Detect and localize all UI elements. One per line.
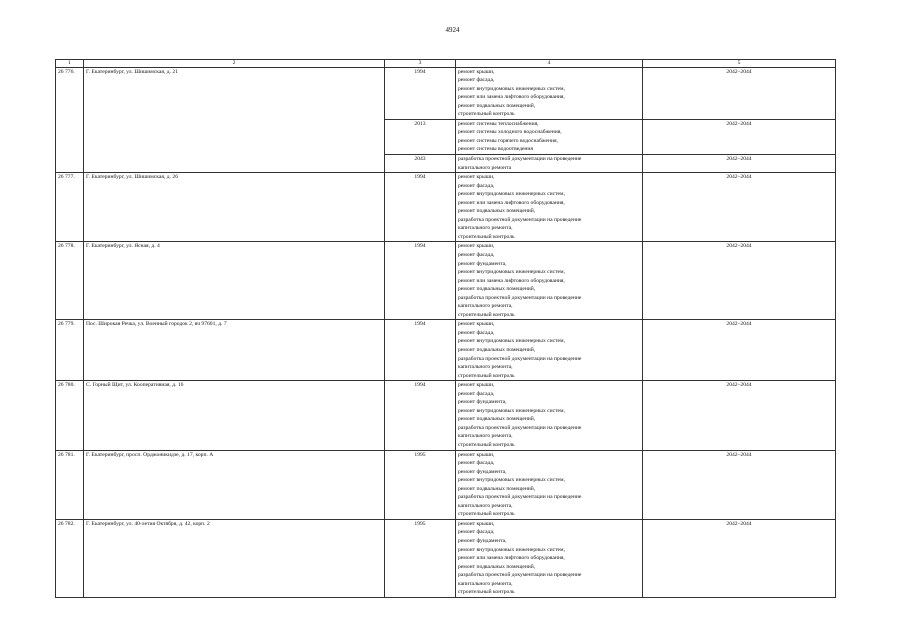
work-item: ремонт фасада,: [458, 390, 495, 397]
address-cell: Г. Екатеринбург, ул. Шишимская, д. 21: [84, 67, 385, 173]
work-item: капитального ремонта,: [458, 433, 513, 440]
page-number: 4924: [445, 26, 460, 34]
work-item: ремонт подвальных помещений,: [458, 102, 536, 109]
year-cell: 2043: [385, 154, 456, 172]
year-cell: 1994: [385, 320, 456, 381]
work-item: ремонт или замена лифтового оборудования,: [458, 94, 565, 101]
work-item: ремонт внутридомовых инженерных систем,: [458, 85, 565, 92]
work-item: ремонт крыши,: [458, 451, 495, 458]
work-item: капитального ремонта,: [458, 364, 513, 371]
work-item: ремонт системы водоотведения: [458, 146, 533, 153]
work-item: ремонт фасада,: [458, 329, 495, 336]
work-item: ремонт фасада,: [458, 77, 495, 84]
address-cell: Г. Екатеринбург, просп. Орджоникидзе, д. 17, корп. А: [84, 450, 385, 519]
work-item: разработка проектной документации на проведение: [458, 494, 582, 501]
period-cell: 2042–2044: [643, 119, 836, 154]
work-item: ремонт системы холодного водоснабжения,: [458, 129, 562, 136]
work-item: ремонт подвальных помещений,: [458, 208, 536, 215]
year-cell: 1994: [385, 173, 456, 242]
work-item: капитального ремонта,: [458, 303, 513, 310]
column-header-3: 3: [385, 60, 456, 68]
work-item: ремонт крыши,: [458, 382, 495, 389]
row-number-cell: 26 779.: [56, 320, 84, 381]
table-row: [56, 173, 836, 242]
year-cell: 1994: [385, 242, 456, 320]
works-cell: [456, 119, 643, 154]
work-item: капитального ремонта,: [458, 580, 513, 587]
address-cell: С. Горный Щит, ул. Кооперативная, д. 16: [84, 381, 385, 450]
works-cell: [456, 67, 643, 119]
table-row: [56, 242, 836, 320]
address-cell: Г. Екатеринбург, ул. Шишимская, д. 26: [84, 173, 385, 242]
work-item: строительный контроль: [458, 233, 515, 240]
address-cell: Пос. Широкая Речка, ул. Военный городок 2, вч 97601, д. 7: [84, 320, 385, 381]
work-item: ремонт или замена лифтового оборудования,: [458, 277, 565, 284]
row-number-cell: 26 777.: [56, 173, 84, 242]
work-item: ремонт внутридомовых инженерных систем,: [458, 477, 565, 484]
period-cell: 2042–2044: [643, 154, 836, 172]
work-item: ремонт фундамента,: [458, 399, 507, 406]
work-item: разработка проектной документации на проведение: [458, 355, 582, 362]
period-cell: 2042–2044: [643, 450, 836, 519]
table-row: [56, 320, 836, 381]
work-item: ремонт крыши,: [458, 520, 495, 527]
work-item: разработка проектной документации на проведение: [458, 294, 582, 301]
row-number-cell: 26 780.: [56, 381, 84, 450]
work-item: капитального ремонта: [458, 164, 512, 171]
work-item: ремонт подвальных помещений,: [458, 347, 536, 353]
row-number-cell: 26 781.: [56, 450, 84, 519]
work-item: строительный контроль: [458, 511, 515, 518]
row-number-cell: 26 776.: [56, 67, 84, 173]
header-row: [56, 60, 836, 68]
work-item: ремонт подвальных помещений,: [458, 485, 536, 492]
work-item: ремонт фасада,: [458, 529, 495, 536]
work-item: разработка проектной документации на проведение: [458, 572, 582, 579]
works-cell: [456, 450, 643, 519]
column-header-5: 5: [643, 60, 836, 68]
column-header-2: 2: [84, 60, 385, 68]
work-item: ремонт фундамента,: [458, 260, 507, 267]
year-cell: 1995: [385, 519, 456, 597]
work-item: ремонт внутридомовых инженерных систем,: [458, 546, 565, 553]
period-cell: 2042–2044: [643, 320, 836, 381]
work-item: ремонт системы теплоснабжения,: [458, 120, 539, 127]
work-item: ремонт внутридомовых инженерных систем,: [458, 191, 565, 198]
works-cell: [456, 154, 643, 172]
work-item: ремонт подвальных помещений,: [458, 416, 536, 423]
row-number-cell: 26 778.: [56, 242, 84, 320]
work-item: ремонт внутридомовых инженерных систем,: [458, 407, 565, 414]
work-item: ремонт крыши,: [458, 243, 495, 250]
work-item: ремонт крыши,: [458, 174, 495, 181]
works-cell: [456, 519, 643, 597]
year-cell: 1995: [385, 450, 456, 519]
year-cell: 1994: [385, 381, 456, 450]
work-item: ремонт фасада,: [458, 251, 495, 258]
work-item: строительный контроль: [458, 442, 515, 449]
period-cell: 2042–2044: [643, 67, 836, 119]
table-row: [56, 67, 836, 119]
work-item: ремонт или замена лифтового оборудования,: [458, 199, 565, 206]
work-item: капитального ремонта,: [458, 225, 513, 232]
work-item: ремонт внутридомовых инженерных систем,: [458, 338, 565, 345]
work-item: разработка проектной документации на проведение: [458, 216, 582, 223]
works-cell: [456, 242, 643, 320]
work-item: ремонт фундамента,: [458, 538, 507, 545]
column-header-4: 4: [456, 60, 643, 68]
work-item: ремонт подвальных помещений,: [458, 286, 536, 293]
period-cell: 2042–2044: [643, 242, 836, 320]
address-cell: Г. Екатеринбург, ул. Ясная, д. 4: [84, 242, 385, 320]
work-item: ремонт фасада,: [458, 182, 495, 189]
address-cell: Г. Екатеринбург, ул. 40-летия Октября, д. 42, корп. 2: [84, 519, 385, 597]
work-item: строительный контроль: [458, 589, 515, 596]
work-item: ремонт крыши,: [458, 321, 495, 328]
work-item: разработка проектной документации на проведение: [458, 424, 582, 431]
work-item: разработка проектной документации на проведение: [458, 155, 582, 162]
works-cell: [456, 320, 643, 381]
row-number-cell: 26 782.: [56, 519, 84, 597]
table-row: [56, 450, 836, 519]
table-body: [56, 60, 836, 598]
period-cell: 2042–2044: [643, 173, 836, 242]
year-cell: 2013: [385, 119, 456, 154]
work-item: ремонт системы горячего водоснабжения,: [458, 137, 558, 144]
work-item: строительный контроль: [458, 311, 515, 318]
work-item: ремонт или замена лифтового оборудования,: [458, 555, 565, 562]
period-cell: 2042–2044: [643, 519, 836, 597]
work-item: капитального ремонта,: [458, 502, 513, 509]
column-header-1: 1: [56, 60, 84, 68]
work-item: ремонт фундамента,: [458, 468, 507, 475]
period-cell: 2042–2044: [643, 381, 836, 450]
repair-schedule-table: [55, 59, 836, 598]
work-item: ремонт фасада,: [458, 460, 495, 467]
table-row: [56, 519, 836, 597]
work-item: ремонт подвальных помещений,: [458, 563, 536, 570]
table-row: [56, 381, 836, 450]
work-item: строительный контроль: [458, 372, 515, 379]
works-cell: [456, 173, 643, 242]
works-cell: [456, 381, 643, 450]
work-item: ремонт внутридомовых инженерных систем,: [458, 269, 565, 276]
work-item: ремонт крыши,: [458, 68, 495, 75]
work-item: строительный контроль: [458, 111, 515, 118]
year-cell: 1994: [385, 67, 456, 119]
